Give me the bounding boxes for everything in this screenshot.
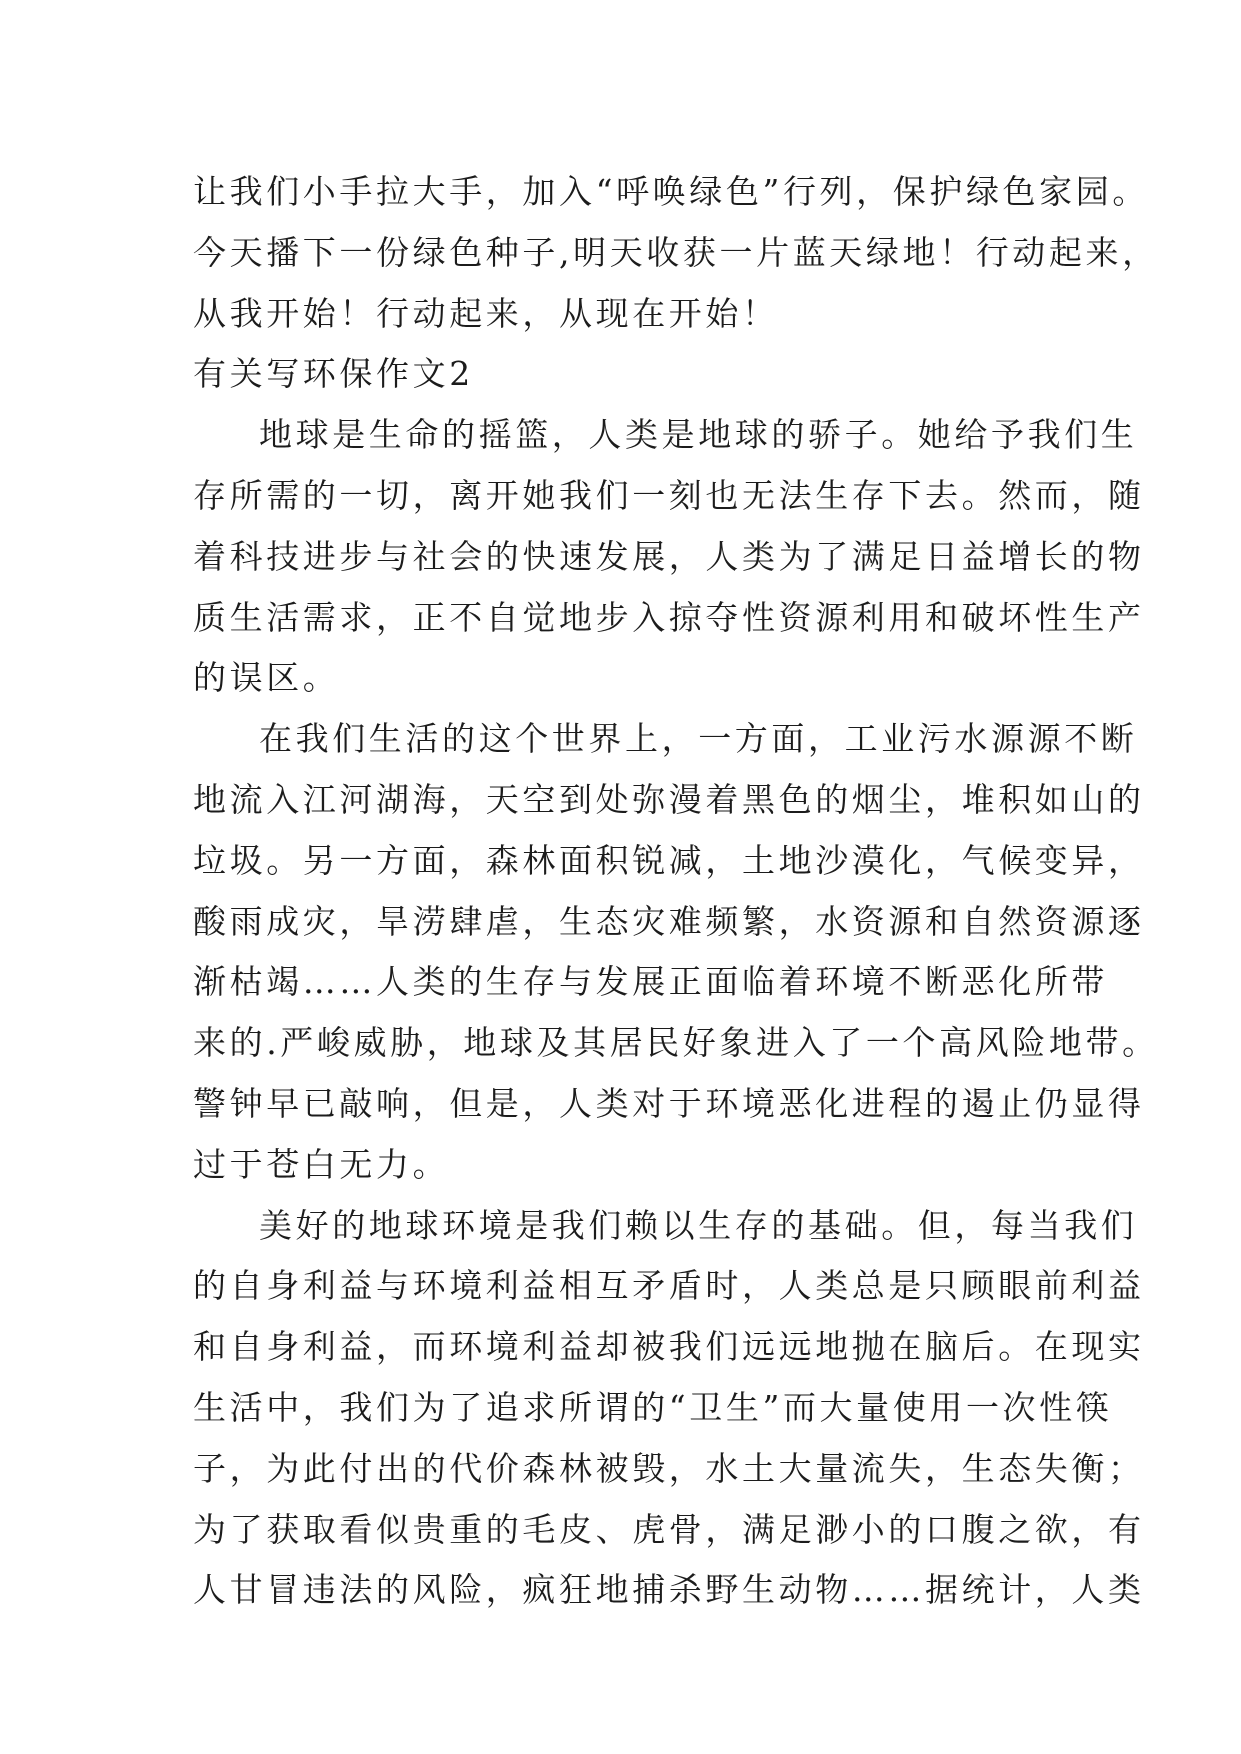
document-body	[193, 162, 1159, 1621]
text-line: 子，为此付出的代价森林被毁，水土大量流失，生态失衡；	[193, 1448, 1145, 1488]
text-line: 酸雨成灾，旱涝肆虐，生态灾难频繁，水资源和自然资源逐	[193, 901, 1145, 941]
text-line: 着科技进步与社会的快速发展，人类为了满足日益增长的物	[193, 536, 1145, 576]
text-line: 的误区。	[193, 658, 340, 698]
text-line: 生活中，我们为了追求所谓的“卫生”而大量使用一次性筷	[193, 1387, 1113, 1427]
paragraph-first-line: 美好的地球环境是我们赖以生存的基础。但，每当我们	[259, 1205, 1138, 1245]
text-line: 今天播下一份绿色种子,明天收获一片蓝天绿地！行动起来，	[193, 232, 1159, 272]
paragraph-first-line: 在我们生活的这个世界上，一方面，工业污水源源不断	[259, 719, 1138, 759]
text-line: 的自身利益与环境利益相互矛盾时，人类总是只顾眼前利益	[193, 1266, 1145, 1306]
text-line: 地流入江河湖海，天空到处弥漫着黑色的烟尘，堆积如山的	[193, 779, 1145, 819]
text-line: 和自身利益，而环境利益却被我们远远地抛在脑后。在现实	[193, 1327, 1145, 1367]
text-line: 存所需的一切，离开她我们一刻也无法生存下去。然而，随	[193, 475, 1145, 515]
text-line: 让我们小手拉大手，加入“呼唤绿色”行列，保护绿色家园。	[193, 172, 1149, 211]
text-line: 人甘冒违法的风险，疯狂地捕杀野生动物……据统计，人类	[193, 1570, 1145, 1610]
text-line: 质生活需求，正不自觉地步入掠夺性资源利用和破坏性生产	[193, 597, 1145, 637]
paragraph-first-line: 地球是生命的摇篮，人类是地球的骄子。她给予我们生	[259, 415, 1138, 455]
text-line: 从我开始！行动起来，从现在开始！	[193, 293, 779, 333]
section-heading: 有关写环保作文2	[193, 354, 474, 394]
text-line: 警钟早已敲响，但是，人类对于环境恶化进程的遏止仍显得	[193, 1083, 1145, 1123]
text-line: 垃圾。另一方面，森林面积锐减，土地沙漠化，气候变异，	[193, 840, 1145, 880]
text-line: 来的.严峻威胁，地球及其居民好象进入了一个高风险地带。	[193, 1023, 1159, 1063]
text-line: 渐枯竭……人类的生存与发展正面临着环境不断恶化所带	[193, 962, 1108, 1002]
text-line: 过于苍白无力。	[193, 1144, 450, 1184]
text-line: 为了获取看似贵重的毛皮、虎骨，满足渺小的口腹之欲，有	[193, 1509, 1145, 1549]
